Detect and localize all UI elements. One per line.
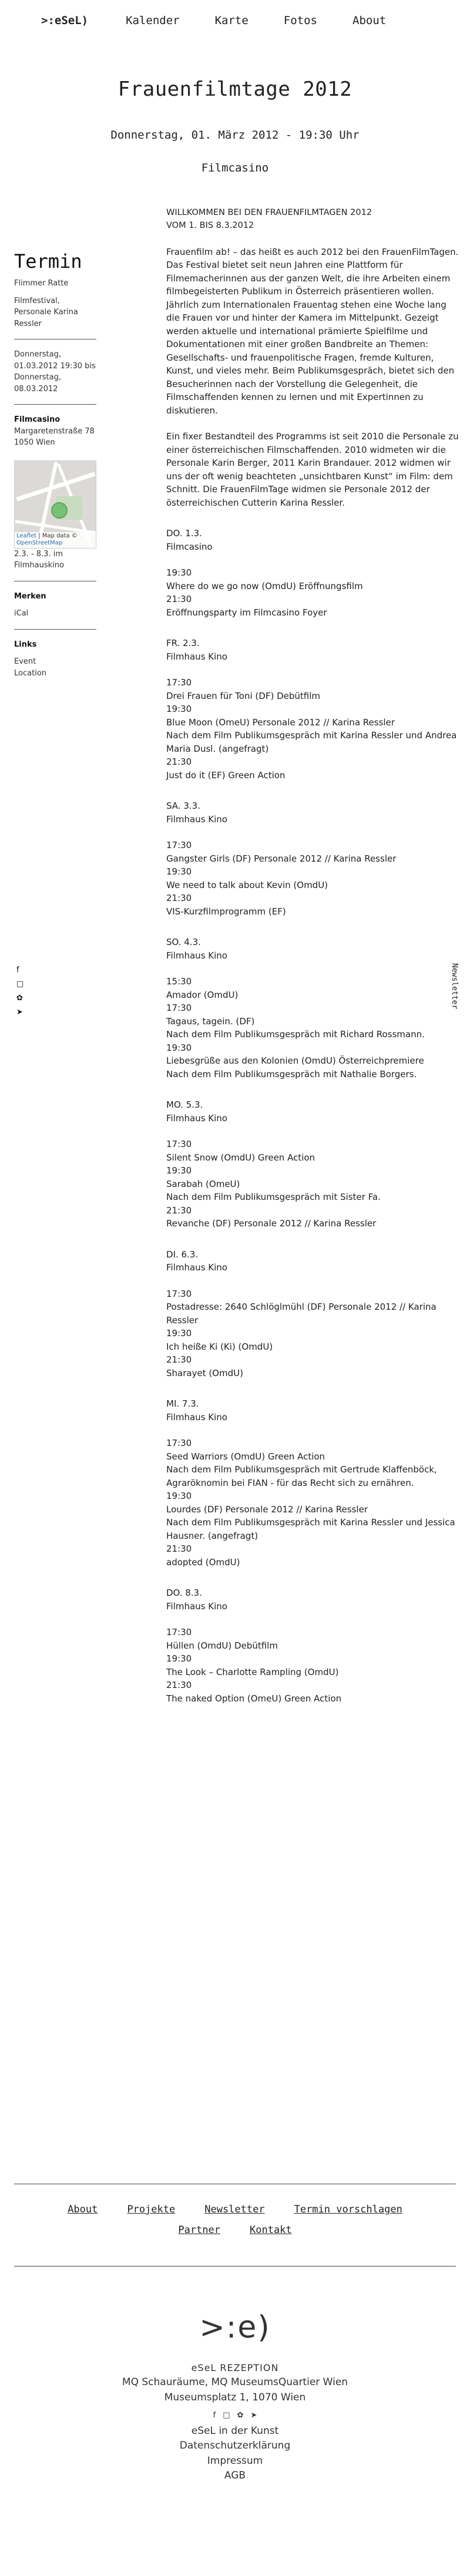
map-marker-icon[interactable] [51,502,68,519]
program-line: The Look – Charlotte Rampling (OmdU) [166,1666,339,1677]
leaflet-link[interactable]: Leaflet [16,532,37,539]
footer-link-kontakt[interactable]: Kontakt [250,2224,292,2236]
program-day [166,1397,460,1569]
openstreetmap-link[interactable]: OpenStreetMap [16,540,63,547]
program-day [166,1586,460,1705]
merken-heading: Merken [14,591,46,601]
footer-social-links [0,2410,470,2422]
program-day-venue: Filmhaus Kino [166,651,227,662]
program-line: We need to talk about Kevin (OmdU) [166,879,328,890]
location-extra: 2.3. - 8.3. im Filmhauskino [14,549,64,570]
program-line: 17:30 [166,1438,192,1448]
program-line: Blue Moon (OmeU) Personale 2012 // Karina Ressler [166,717,395,728]
footer-link-about[interactable]: About [68,2204,98,2215]
sidebar-heading: Termin [14,250,82,273]
org-address-2: Museumsplatz 1, 1070 Wien [164,2391,306,2403]
top-navigation [41,13,421,29]
program-line: 21:30 [166,1543,192,1554]
map-attribution [15,532,96,548]
program-line: Liebesgrüße aus den Kolonien (OmdU) Österreichpremiere [166,1055,424,1066]
program-line: 17:30 [166,1627,192,1637]
program-line: Sarabah (OmeU) [166,1178,240,1189]
footer-link-esel-kunst[interactable]: eSeL in der Kunst [191,2424,279,2437]
program-day-title: DO. 8.3. [166,1588,202,1598]
program-schedule [166,527,460,1705]
org-address-1: MQ Schauräume, MQ MuseumsQuartier Wien [122,2376,348,2388]
program-line: Nach dem Film Publikumsgespräch mit Gertrude Klaffenböck, Agraröknomin bei FIAN - für das Recht sich zu ernähren. [166,1464,437,1488]
program-line: Postadresse: 2640 Schlöglmühl (DF) Personale 2012 // Karina Ressler [166,1302,437,1326]
event-sidebar [14,251,96,679]
map-attribution-text: | Map data © [38,532,78,539]
program-line: 19:30 [166,1042,192,1053]
intro-title: WILLKOMMEN BEI DEN FRAUENFILMTAGEN 2012 [166,208,372,217]
program-line: 21:30 [166,756,192,767]
program-day-title: MI. 7.3. [166,1398,199,1409]
program-line: 21:30 [166,1205,192,1216]
footer-link-newsletter[interactable]: Newsletter [204,2204,265,2215]
divider [14,629,96,630]
program-line: 19:30 [166,1491,192,1501]
program-line: Where do we go now (OmdU) Eröffnungsfilm [166,580,363,591]
program-line: Gangster Girls (DF) Personale 2012 // Karina Ressler [166,853,397,864]
twitter-icon[interactable]: ✿ [237,2411,244,2420]
program-line: adopted (OmdU) [166,1556,240,1568]
newsletter-tab-label: Newsletter [450,963,459,1010]
telegram-icon[interactable]: ➤ [250,2411,257,2420]
footer-link-termin-vorschlagen[interactable]: Termin vorschlagen [294,2204,402,2215]
intro-paragraph: Frauenfilm ab! – das heißt es auch 2012 bei den FrauenFilmTagen. Das Festival bietet seit neun Jahren eine Plattform für Filmemacherinnen aus der ganzen Welt, die ihre Arbeiten einem filmbegeisterten Publikum in Österreich präsentieren wollen. Jährlich zum Internationalen Frauentag stehen eine Woche lang die Frauen vor und hinter der Kamera im Mittelpunkt. Gezeigt werden aktuelle und international prämierte Spielfilme und Dokumentationen mit einer großen Bandbreite an Themen: Gesellschafts- und frauenpolitische Fragen, fremde Kulturen, Kunst, und vieles mehr. Beim Publikumsgespräch, bietet sich den Besucherinnen nach der Vorstellung die Gelegenheit, die Filmschaffenden kennen zu lernen und mit Expertinnen zu diskutieren. [166,246,459,416]
footer-link-partner[interactable]: Partner [178,2224,220,2236]
program-line: Just do it (EF) Green Action [166,769,286,781]
program-line: Eröffnungsparty im Filmcasino Foyer [166,607,327,618]
program-line: Nach dem Film Publikumsgespräch mit Karina Ressler und Jessica Hausner. (angefragt) [166,1517,455,1541]
social-links [16,963,24,1020]
nav-item-fotos[interactable]: Fotos [283,14,317,27]
program-line: 17:30 [166,1003,192,1013]
footer-link-impressum[interactable]: Impressum [207,2454,263,2467]
program-line: 21:30 [166,1354,192,1365]
program-line: Nach dem Film Publikumsgespräch mit Sister Fa. [166,1192,381,1202]
divider [14,404,96,405]
program-line: Nach dem Film Publikumsgespräch mit Richard Rossmann. [166,1029,425,1040]
program-day-title: DO. 1.3. [166,528,202,539]
footer-link-projekte[interactable]: Projekte [127,2204,176,2215]
program-day-venue: Filmhaus Kino [166,1600,227,1612]
program-day-title: MO. 5.3. [166,1099,203,1110]
intro-subtitle: VOM 1. BIS 8.3.2012 [166,220,254,230]
program-day [166,936,460,1081]
site-logo[interactable]: >:eSeL) [41,14,89,27]
footer-info [0,2361,470,2484]
program-line: Ich heiße Ki (Ki) (OmdU) [166,1341,273,1352]
program-line: Drei Frauen für Toni (DF) Debütfilm [166,690,320,701]
nav-item-karte[interactable]: Karte [214,14,249,27]
program-line: Seed Warriors (OmdU) Green Action [166,1451,325,1462]
program-day-venue: Filmhaus Kino [166,1411,227,1422]
program-line: Revanche (DF) Personale 2012 // Karina Ressler [166,1218,377,1229]
facebook-icon[interactable]: f [16,966,19,974]
event-venue[interactable]: Filmcasino [201,161,269,174]
program-day-title: SA. 3.3. [166,801,200,811]
telegram-icon[interactable]: ➤ [16,1008,23,1017]
footer-link-agb[interactable]: AGB [224,2470,246,2481]
org-name: eSeL REZEPTION [191,2362,279,2373]
program-line: Lourdes (DF) Personale 2012 // Karina Ressler [166,1504,368,1515]
program-line: Tagaus, tagein. (DF) [166,1015,255,1027]
personale-paragraph: Ein fixer Bestandteil des Programms ist seit 2010 die Personale zu einer österreichischen Filmschaffenden. 2010 widmeten wir die Personale Karin Berger, 2011 Karin Brandauer. 2012 widmen wir uns der oft wenig beachteten „unsichtbaren Kunst“ im Film: dem Schnitt. Die FrauenFilmTage widmen sie Personale 2012 der österreichischen Cutterin Karina Ressler. [166,431,459,508]
program-line: 19:30 [166,866,192,877]
program-day [166,527,460,619]
program-line: 19:30 [166,567,192,578]
page-title: Frauenfilmtage 2012 [118,78,352,101]
location-city: 1050 Wien [14,438,55,448]
event-description [166,207,460,1705]
program-line: 17:30 [166,840,192,850]
program-line: The naked Option (OmeU) Green Action [166,1693,342,1704]
event-period: Donnerstag, 01.03.2012 19:30 bis Donnerstag, 08.03.2012 [14,350,96,394]
location-map[interactable] [14,460,96,549]
program-line: Hüllen (OmdU) Debütfilm [166,1640,278,1651]
links-heading: Links [14,640,37,649]
program-day-venue: Filmhaus Kino [166,1262,227,1273]
program-line: 21:30 [166,1680,192,1690]
footer-navigation [14,2202,456,2237]
program-line: Nach dem Film Publikumsgespräch mit Karina Ressler und Andrea Maria Dusl. (angefragt) [166,730,457,754]
program-day-venue: Filmhaus Kino [166,950,227,961]
program-day [166,799,460,918]
program-line: 17:30 [166,1288,192,1299]
link-event[interactable]: Event [14,657,36,667]
program-day [166,637,460,782]
program-day [166,1098,460,1230]
ical-link[interactable]: iCal [14,609,29,618]
program-day-title: FR. 2.3. [166,638,200,648]
program-day [166,1248,460,1380]
event-author[interactable]: Flimmer Ratte [14,279,69,288]
program-day-venue: Filmhaus Kino [166,1112,227,1124]
program-line: VIS-Kurzfilmprogramm (EF) [166,906,286,917]
program-line: 19:30 [166,1328,192,1339]
link-location[interactable]: Location [14,668,46,678]
facebook-icon[interactable]: f [213,2411,216,2420]
program-line: Silent Snow (OmdU) Green Action [166,1152,315,1163]
instagram-icon[interactable]: □ [223,2411,230,2420]
event-tags[interactable]: Filmfestival, Personale Karina Ressler [14,296,78,328]
program-line: 17:30 [166,677,192,688]
program-line: Amador (OmdU) [166,989,239,1000]
program-day-venue: Filmcasino [166,541,213,552]
program-line: 21:30 [166,594,192,604]
nav-item-about[interactable]: About [352,14,387,27]
location-name[interactable]: Filmcasino [14,415,61,425]
program-line: 17:30 [166,1139,192,1149]
instagram-icon[interactable]: □ [16,980,24,989]
event-header [0,75,470,176]
program-line: 15:30 [166,976,192,987]
location-street: Margaretenstraße 78 [14,426,95,436]
program-line: 19:30 [166,704,192,714]
program-line: Nach dem Film Publikumsgespräch mit Nathalie Borgers. [166,1068,417,1080]
program-day-title: DI. 6.3. [166,1249,199,1260]
program-line: 19:30 [166,1165,192,1176]
program-line: Sharayet (OmdU) [166,1367,243,1378]
twitter-icon[interactable]: ✿ [16,994,23,1003]
footer-link-datenschutz[interactable]: Datenschutzerklärung [179,2440,291,2451]
program-day-title: SO. 4.3. [166,937,201,947]
program-day-venue: Filmhaus Kino [166,813,227,825]
footer-logo[interactable]: >:e) [199,2310,271,2345]
program-line: 21:30 [166,893,192,903]
nav-item-kalender[interactable]: Kalender [126,14,180,27]
event-date: Donnerstag, 01. März 2012 - 19:30 Uhr [110,129,360,142]
program-line: 19:30 [166,1653,192,1664]
